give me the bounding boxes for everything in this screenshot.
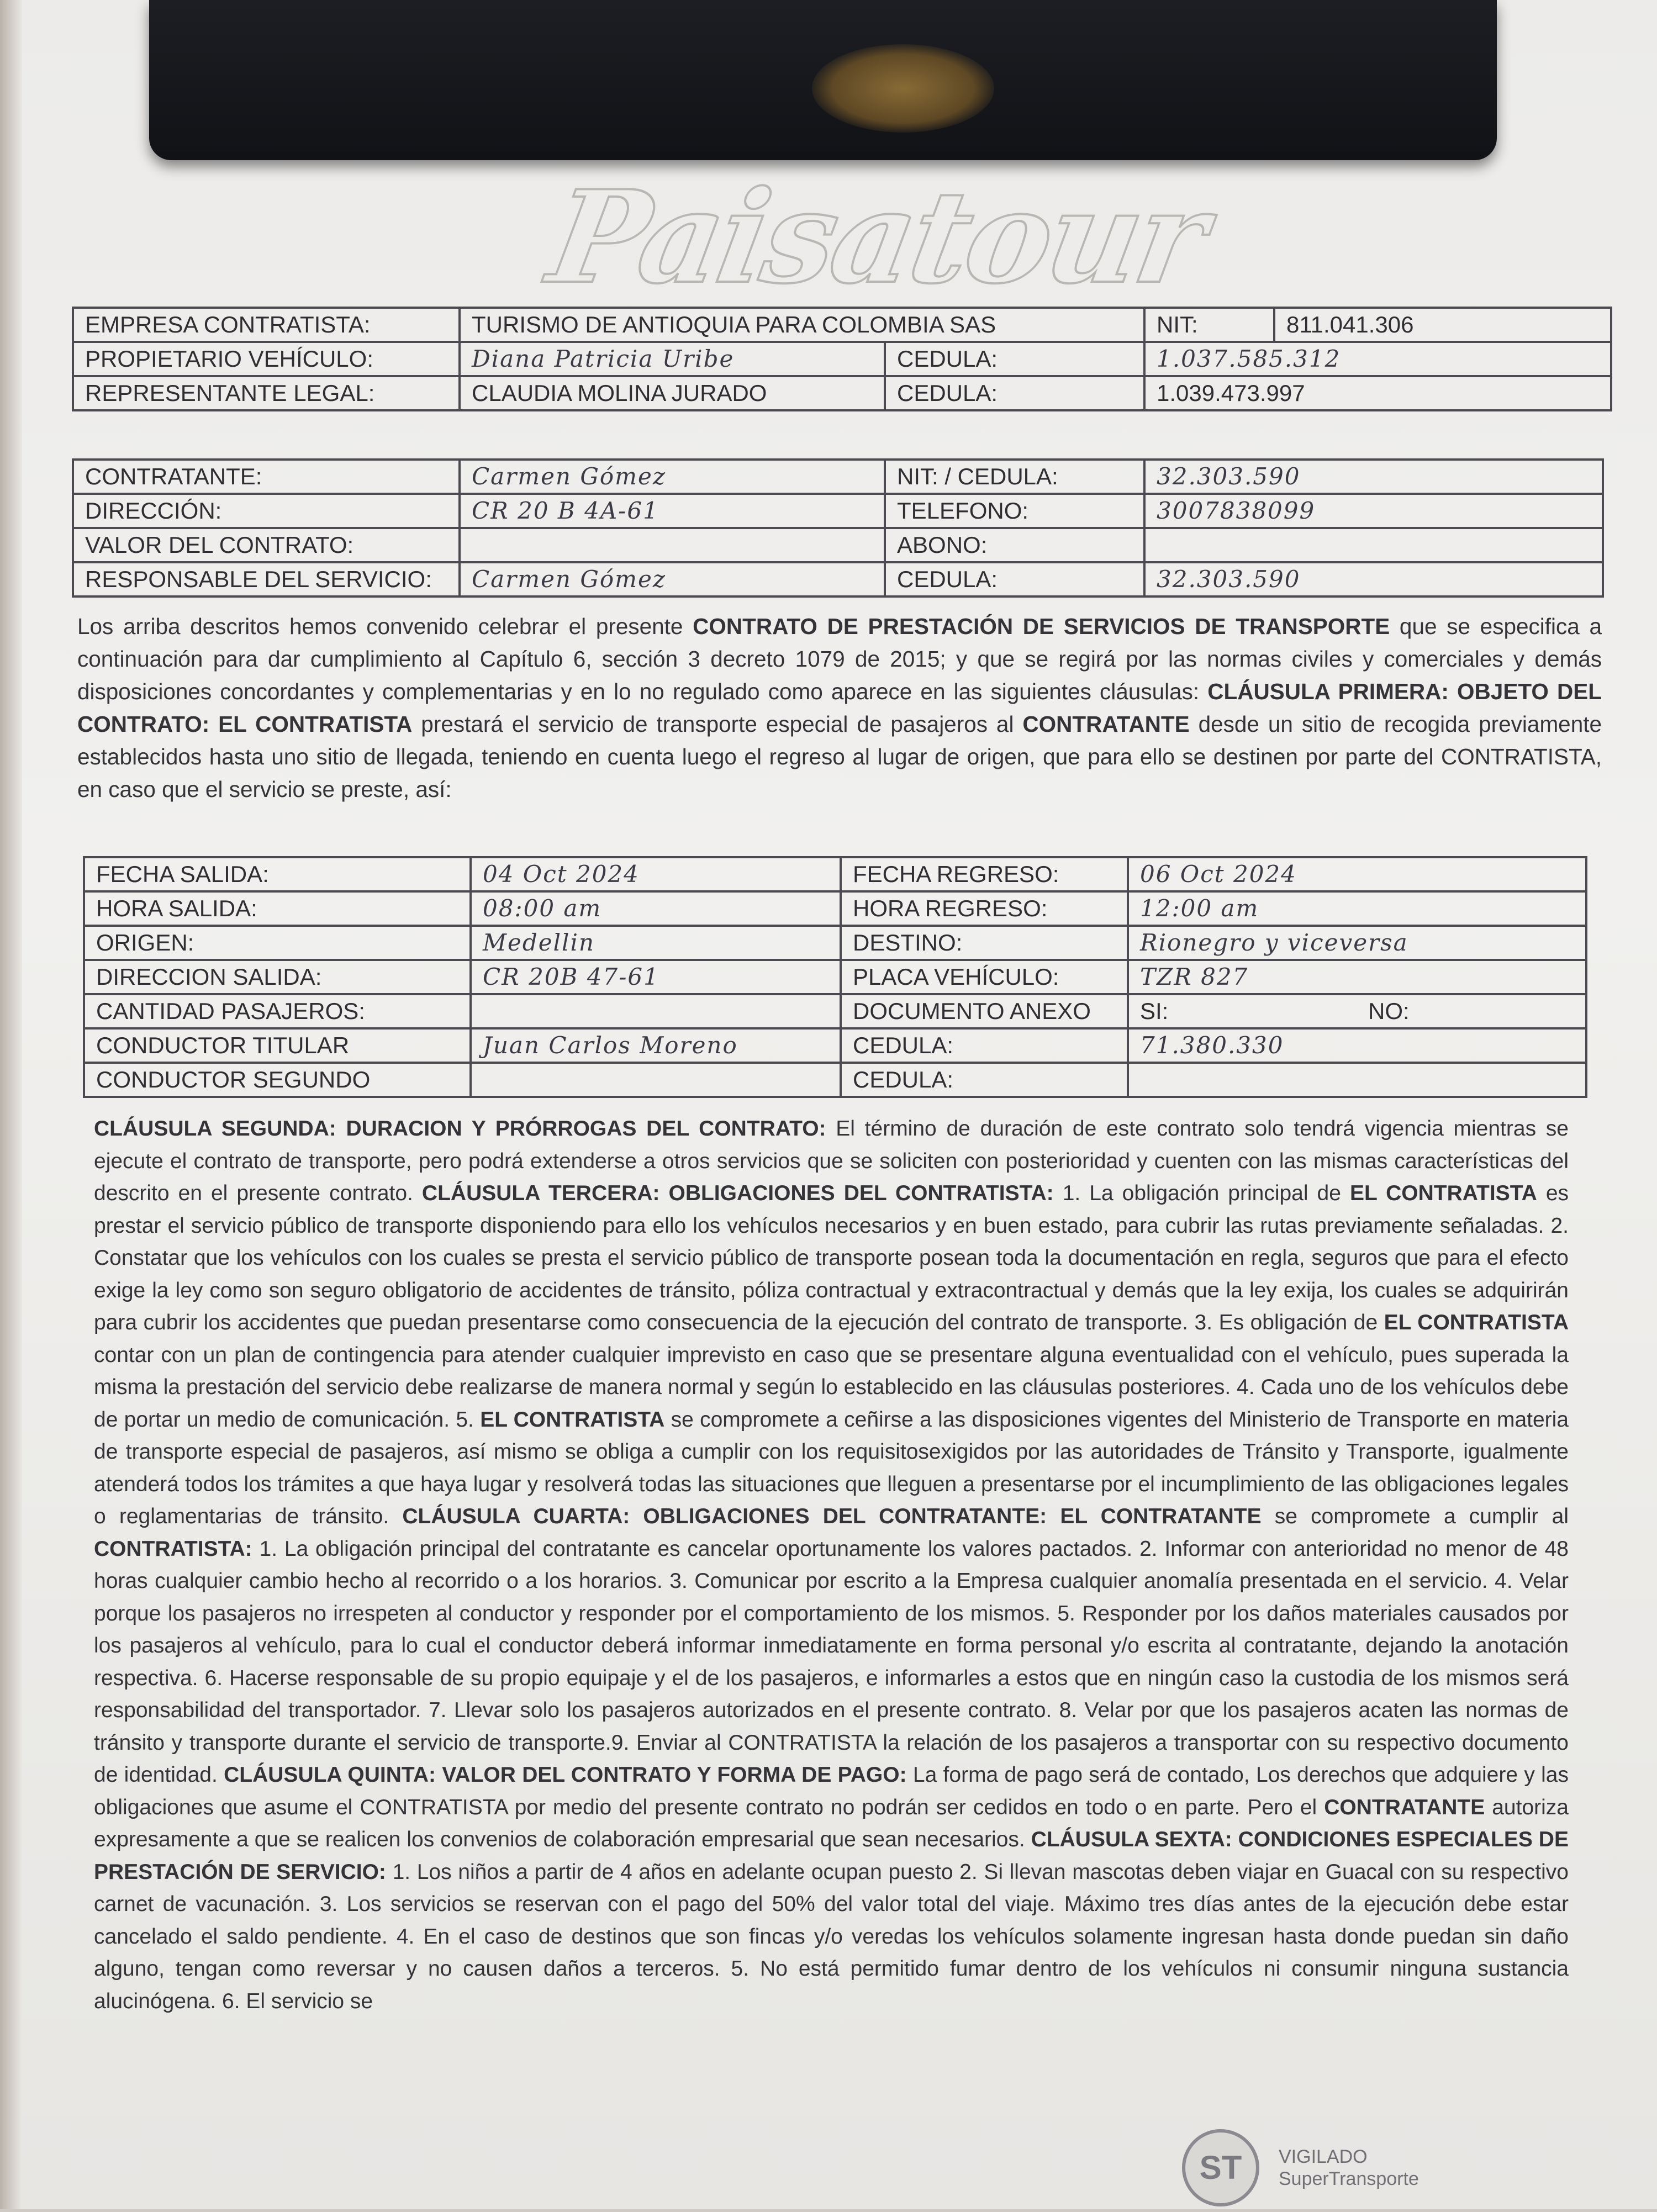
field-label: DIRECCIÓN:	[73, 494, 460, 528]
client-id-value: 32.303.590	[1144, 460, 1603, 494]
nit-value: 811.041.306	[1274, 308, 1611, 342]
field-label: DIRECCION SALIDA:	[84, 960, 471, 994]
main-driver-id-value: 71.380.330	[1128, 1028, 1586, 1063]
field-label: ORIGEN:	[84, 926, 471, 960]
table-row	[84, 1028, 1586, 1063]
field-label: EMPRESA CONTRATISTA:	[73, 308, 460, 342]
table-row	[73, 562, 1603, 596]
table-row	[73, 460, 1603, 494]
contract-value-value	[460, 528, 885, 562]
service-responsible-value: Carmen Gómez	[460, 562, 885, 596]
field-label: HORA SALIDA:	[84, 891, 471, 926]
contract-clauses: CLÁUSULA SEGUNDA: DURACION Y PRÓRROGAS DEL CONTRATO: El término de duración de este contrato solo tendrá vigencia mientras se ejecute el contrato de transporte, pero podrá extenderse a otros servicios que se soliciten con posterioridad y cuenten con las mismas características del descrito en el presente contrato. CLÁUSULA TERCERA: OBLIGACIONES DEL CONTRATISTA: 1. La obligación principal de EL CONTRATISTA es prestar el servicio público de transporte disponiendo para ello los vehículos necesarios y en buen estado, para cubrir las rutas previamente señaladas. 2. Constatar que los vehículos con los cuales se presta el servicio público de transporte posean toda la documentación en regla, seguros que para el efecto exige la ley como son seguro obligatorio de accidentes de tránsito, póliza contractual y extracontractual y demás que la ley exija, los cuales se adquirirán para cubrir los accidentes que puedan presentarse como consecuencia de la ejecución del contrato de transporte. 3. Es obligación de EL CONTRATISTA contar con un plan de contingencia para atender cualquier imprevisto en caso que se presentare alguna eventualidad con el vehículo, pues superada la misma la prestación del servicio debe realizarse de manera normal y según lo establecido en las cláusulas posteriores. 4. Cada uno de los vehículos debe de portar un medio de comunicación. 5. EL CONTRATISTA se compromete a ceñirse a las disposiciones vigentes del Ministerio de Transporte en materia de transporte especial de pasajeros, así mismo se obliga a cumplir con los requisitosexigidos por las autoridades de Tránsito y Transporte, igualmente atenderá todos los trámites a que haya lugar y resolverá todas las situaciones que lleguen a presentarse por el incumplimiento de las obligaciones legales o reglamentarias de tránsito. CLÁUSULA CUARTA: OBLIGACIONES DEL CONTRATANTE: EL CONTRATANTE se compromete a cumplir al CONTRATISTA: 1. La obligación principal del contratante es cancelar oportunamente los valores pactados. 2. Informar con anterioridad no menor de 48 horas cualquier cambio hecho al recorrido o a los horarios. 3. Comunicar por escrito a la Empresa cualquier anomalía presentada en el servicio. 4. Velar porque los pasajeros no irrespeten al conductor y responder por el comportamiento de los mismos. 5. Responder por los daños materiales causados por los pasajeros al vehículo, para lo cual el conductor deberá informar inmediatamente en forma personal y/o escrita al contratante, dejando la anotación respectiva. 6. Hacerse responsable de su propio equipaje y el de los pasajeros, e informarles a estos que en ningún caso la custodia de los mismos será responsabilidad del transportador. 7. Llevar solo los pasajeros autorizados en el presente contrato. 8. Velar por que los pasajeros acaten las normas de tránsito y transporte durante el servicio de transporte.9. Enviar al CONTRATISTA la relación de los pasajeros a transportar con su respectivo documento de identidad. CLÁUSULA QUINTA: VALOR DEL CONTRATO Y FORMA DE PAGO: La forma de pago será de contado, Los derechos que adquiere y las obligaciones que asume el CONTRATISTA por medio del presente contrato no podrán ser cedidos en todo o en parte. Pero el CONTRATANTE autoriza expresamente a que se realicen los convenios de colaboración empresarial que sean necesarios. CLÁUSULA SEXTA: CONDICIONES ESPECIALES DE PRESTACIÓN DE SERVICIO: 1. Los niños a partir de 4 años en adelante ocupan puesto 2. Si llevan mascotas deben viajar en Guacal con su respectivo carnet de vacunación. 3. Los servicios se reservan con el pago del 50% del valor total del viaje. Máximo tres días antes de la ejecución debe estar cancelado el saldo pendiente. 4. En el caso de destinos que son fincas y/o veredas los vehículos solamente ingresan hasta donde puedan sin daño alguno, tengan como reversar y no causen daños a terceros. 5. No está permitido fumar dentro de los vehículos ni consumir ninguna sustancia alucinógena. 6. El servicio se	[94, 1117, 1569, 2013]
clipboard-clip	[149, 0, 1497, 160]
owner-name-value: Diana Patricia Uribe	[460, 342, 885, 376]
vehicle-plate-value: TZR 827	[1128, 960, 1586, 994]
vigilado-label: VIGILADO SuperTransporte	[1279, 2146, 1419, 2189]
supervision-seal	[1182, 2129, 1458, 2212]
passenger-count-value	[471, 994, 841, 1028]
field-label: PLACA VEHÍCULO:	[841, 960, 1128, 994]
field-label: CONDUCTOR TITULAR	[84, 1028, 471, 1063]
second-driver-id-value	[1128, 1063, 1586, 1097]
field-label: TELEFONO:	[885, 494, 1144, 528]
departure-time-value: 08:00 am	[471, 891, 841, 926]
table-row	[84, 994, 1586, 1028]
field-label: CEDULA:	[885, 562, 1144, 596]
supertransporte-logo-icon: ST	[1182, 2129, 1259, 2206]
table-row	[73, 376, 1611, 410]
responsible-id-value: 32.303.590	[1144, 562, 1603, 596]
field-label: CONDUCTOR SEGUNDO	[84, 1063, 471, 1097]
departure-address-value: CR 20B 47-61	[471, 960, 841, 994]
field-label: HORA REGRESO:	[841, 891, 1128, 926]
legal-rep-value: CLAUDIA MOLINA JURADO	[460, 376, 885, 410]
field-label: RESPONSABLE DEL SERVICIO:	[73, 562, 460, 596]
annex-yes-option: SI:	[1128, 994, 1357, 1028]
client-name-value: Carmen Gómez	[460, 460, 885, 494]
destination-value: Rionegro y viceversa	[1128, 926, 1586, 960]
table-row	[84, 960, 1586, 994]
field-label: CEDULA:	[885, 376, 1144, 410]
field-label: DOCUMENTO ANEXO	[841, 994, 1128, 1028]
field-label: FECHA REGRESO:	[841, 857, 1128, 891]
field-label: NIT: / CEDULA:	[885, 460, 1144, 494]
table-row	[84, 1063, 1586, 1097]
field-label: CEDULA:	[885, 342, 1144, 376]
client-address-value: CR 20 B 4A-61	[460, 494, 885, 528]
contract-intro-paragraph: Los arriba descritos hemos convenido celebrar el presente CONTRATO DE PRESTACIÓN DE SERVICIOS DE TRANSPORTE que se especifica a continuación para dar cumplimiento al Capítulo 6, sección 3 decreto 1079 de 2015; y que se regirá por las normas civiles y comerciales y demás disposiciones concordantes y complementarias y en lo no regulado como aparece en las siguientes cláusulas: CLÁUSULA PRIMERA: OBJETO DEL CONTRATO: EL CONTRATISTA prestará el servicio de transporte especial de pasajeros al CONTRATANTE desde un sitio de recogida previamente establecidos hasta uno sitio de llegada, teniendo en cuenta luego el regreso al lugar de origen, que para ello se destinen por parte del CONTRATISTA, en caso que el servicio se preste, así:	[77, 614, 1602, 802]
departure-date-value: 04 Oct 2024	[471, 857, 841, 891]
field-label: NIT:	[1144, 308, 1274, 342]
company-name-value: TURISMO DE ANTIOQUIA PARA COLOMBIA SAS	[460, 308, 1144, 342]
table-row	[84, 857, 1586, 891]
field-label: ABONO:	[885, 528, 1144, 562]
client-phone-value: 3007838099	[1144, 494, 1603, 528]
table-row	[73, 494, 1603, 528]
return-time-value: 12:00 am	[1128, 891, 1586, 926]
origin-value: Medellin	[471, 926, 841, 960]
field-label: PROPIETARIO VEHÍCULO:	[73, 342, 460, 376]
field-label: CEDULA:	[841, 1028, 1128, 1063]
company-logo-watermark: Paisatour	[539, 163, 1215, 312]
field-label: CONTRATANTE:	[73, 460, 460, 494]
return-date-value: 06 Oct 2024	[1128, 857, 1586, 891]
second-driver-value	[471, 1063, 841, 1097]
page-edge-shadow	[0, 0, 22, 2209]
owner-id-value: 1.037.585.312	[1144, 342, 1611, 376]
field-label: VALOR DEL CONTRATO:	[73, 528, 460, 562]
field-label: CEDULA:	[841, 1063, 1128, 1097]
table-row	[84, 926, 1586, 960]
field-label: CANTIDAD PASAJEROS:	[84, 994, 471, 1028]
trip-details-table	[83, 856, 1587, 1098]
deposit-value	[1144, 528, 1603, 562]
main-driver-value: Juan Carlos Moreno	[471, 1028, 841, 1063]
table-row	[73, 308, 1611, 342]
legal-rep-id-value: 1.039.473.997	[1144, 376, 1611, 410]
field-label: FECHA SALIDA:	[84, 857, 471, 891]
company-info-table	[72, 307, 1612, 411]
field-label: REPRESENTANTE LEGAL:	[73, 376, 460, 410]
table-row	[84, 891, 1586, 926]
table-row	[73, 528, 1603, 562]
field-label: DESTINO:	[841, 926, 1128, 960]
client-info-table	[72, 458, 1604, 598]
annex-no-option: NO:	[1357, 994, 1586, 1028]
table-row	[73, 342, 1611, 376]
